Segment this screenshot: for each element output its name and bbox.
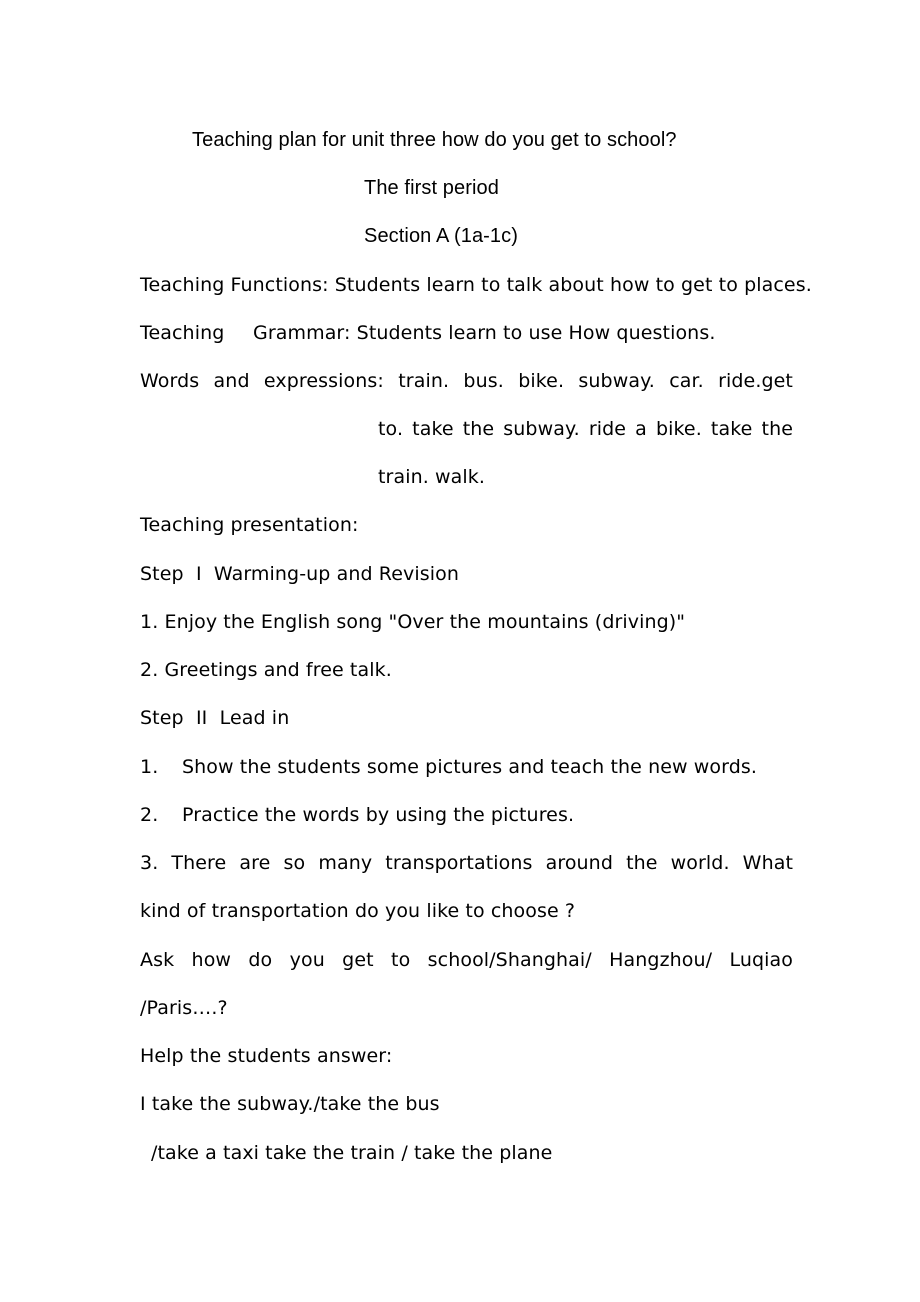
ask-line-1: Ask how do you get to school/Shanghai/ Hangzhou/ Luqiao xyxy=(140,949,793,971)
ask-line-2: /Paris….? xyxy=(140,997,228,1019)
step-2-heading: Step II Lead in xyxy=(140,707,290,729)
period-heading: The first period xyxy=(364,177,499,199)
teaching-presentation-heading: Teaching presentation: xyxy=(140,514,359,536)
step-1-heading: Step I Warming-up and Revision xyxy=(140,563,459,585)
words-expressions-line-3: train. walk. xyxy=(378,466,486,488)
answer-line-1: I take the subway./take the bus xyxy=(140,1093,440,1115)
step-2-item-1-text: Show the students some pictures and teach the new words. xyxy=(182,756,758,778)
step-2-item-2-text: Practice the words by using the pictures. xyxy=(182,804,575,826)
section-heading: Section A (1a-1c) xyxy=(364,225,519,247)
answer-line-2: /take a taxi take the train / take the plane xyxy=(151,1142,553,1164)
words-expressions-line-1: Words and expressions: train. bus. bike. subway. car. ride.get xyxy=(140,370,793,392)
step-2-item-1-number: 1. xyxy=(140,756,159,778)
words-expressions-line-2: to. take the subway. ride a bike. take the xyxy=(378,418,793,440)
help-students-answer: Help the students answer: xyxy=(140,1045,393,1067)
teaching-grammar-text: Grammar: Students learn to use How questions. xyxy=(253,322,716,344)
teaching-functions: Teaching Functions: Students learn to talk about how to get to places. xyxy=(140,274,812,296)
step-2-item-3-line-2: kind of transportation do you like to choose ? xyxy=(140,900,576,922)
document-title: Teaching plan for unit three how do you get to school? xyxy=(192,129,677,151)
teaching-grammar-label: Teaching xyxy=(140,322,225,344)
step-1-item-2: 2. Greetings and free talk. xyxy=(140,659,392,681)
step-2-item-2-number: 2. xyxy=(140,804,159,826)
step-1-item-1: 1. Enjoy the English song "Over the mountains (driving)" xyxy=(140,611,686,633)
step-2-item-3-line-1: 3. There are so many transportations around the world. What xyxy=(140,852,793,874)
